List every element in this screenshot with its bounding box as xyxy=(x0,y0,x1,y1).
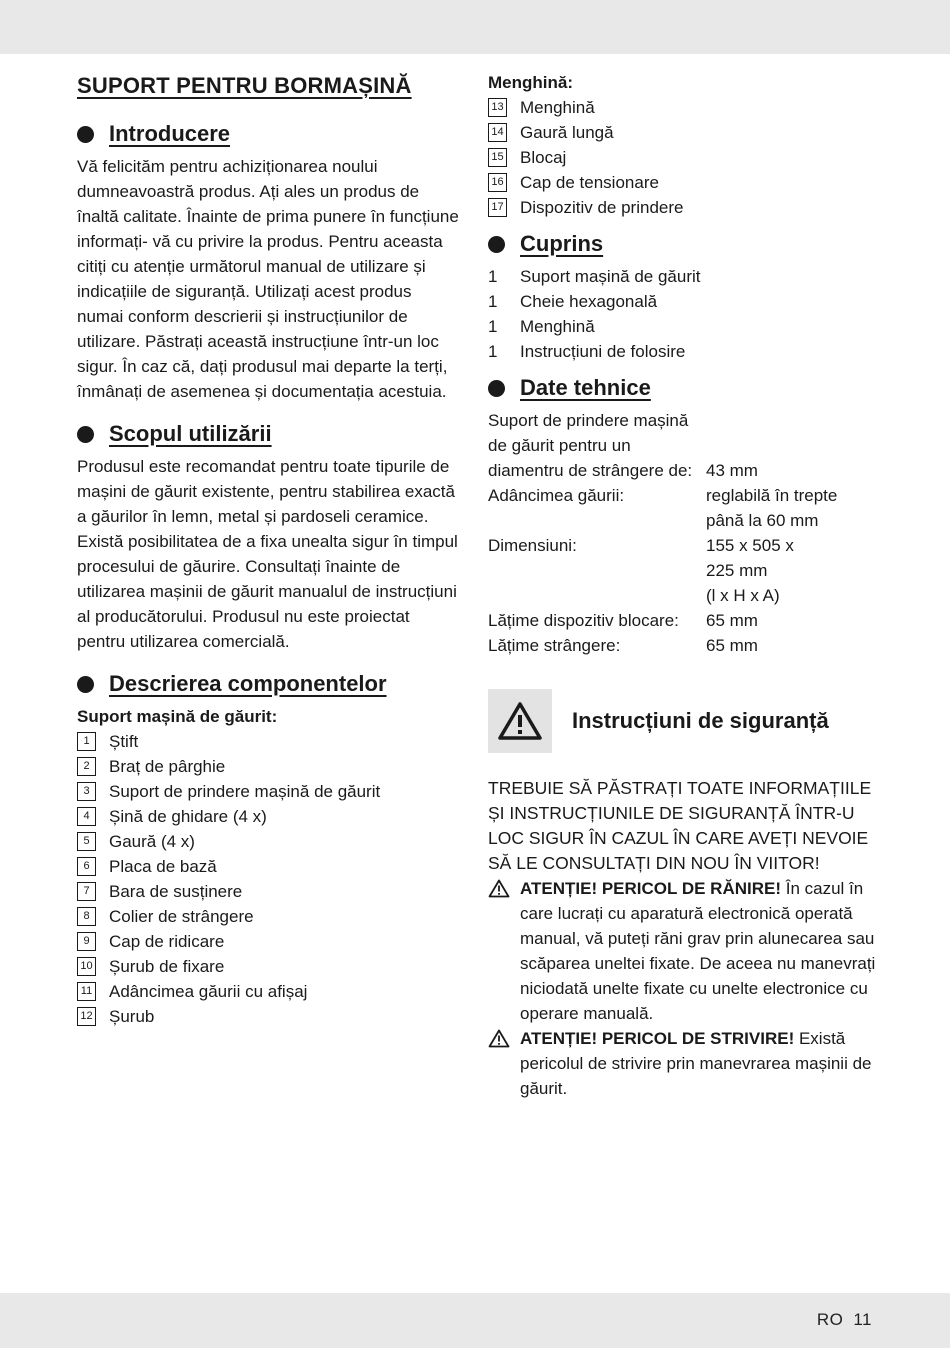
spec-label: Adâncimea găurii: xyxy=(488,486,625,505)
page-title: SUPORT PENTRU BORMAȘINĂ xyxy=(77,73,412,98)
component-number: 12 xyxy=(77,1007,96,1026)
component-item xyxy=(488,120,883,145)
component-number: 2 xyxy=(77,757,96,776)
purpose-text: Produsul este recomandat pentru toate tipurile de mașini de găurit existente, pentru stabilirea exactă a găurilor în lemn, metal și pardoseli ceramice. Există posibilitatea de a fixa unealta sigur în timpul procesului de găurire. Consultați înainte de utilizarea mașinii de găurit manualul de instrucțiuni al producătorului. Produsul nu este proiectat pentru utilizarea comercială. xyxy=(77,457,458,651)
bullet-icon xyxy=(77,126,94,143)
component-label: Menghină xyxy=(520,98,595,117)
warning-small-icon xyxy=(488,1026,520,1101)
component-label: Cap de tensionare xyxy=(520,173,659,192)
component-label: Bara de susținere xyxy=(109,882,243,901)
component-list xyxy=(77,729,462,1029)
component-number: 7 xyxy=(77,882,96,901)
component-item xyxy=(488,95,883,120)
left-column xyxy=(77,70,462,1029)
bullet-icon xyxy=(77,676,94,693)
component-number: 11 xyxy=(77,982,96,1001)
component-group-title: Suport mașină de găurit: xyxy=(77,707,278,726)
component-item xyxy=(77,1004,462,1029)
component-item xyxy=(77,779,462,804)
bullet-icon xyxy=(488,380,505,397)
component-label: Braț de pârghie xyxy=(109,757,226,776)
spec-value: 155 x 505 x 225 mm (l x H x A) xyxy=(706,536,794,605)
intro-text: Vă felicităm pentru achiziționarea noului dumneavoastră produs. Ați ales un produs de înaltă calitate. Înainte de prima punere în funcțiune informați- vă cu privire la produs. Pentru aceasta citiți cu atenție următorul manual de utilizare și indicațiile de siguranță. Utilizați acest produs numai conform descrierii și instrucțiunilor de utilizare. Păstrați această instrucțiune într-un loc sigur. În caz că, dați produsul mai departe la terți, înmânați de asemenea și documentația acestuia. xyxy=(77,157,459,401)
header-bar xyxy=(0,0,950,54)
component-number: 13 xyxy=(488,98,507,117)
warning-body: Există pericolul de strivire prin manevrarea mașinii de găurit. xyxy=(520,1029,872,1098)
spec-value: 65 mm xyxy=(706,611,758,630)
right-column xyxy=(488,70,883,1101)
contents-label: Cheie hexagonală xyxy=(520,292,658,311)
component-item xyxy=(77,929,462,954)
component-item xyxy=(77,829,462,854)
component-label: Gaură (4 x) xyxy=(109,832,195,851)
component-group-title: Menghină: xyxy=(488,73,573,92)
warning-text xyxy=(520,1026,883,1101)
component-item xyxy=(77,854,462,879)
spec-value: 43 mm xyxy=(706,461,758,480)
component-item xyxy=(77,729,462,754)
component-item xyxy=(77,804,462,829)
page-number: RO 11 xyxy=(816,1310,872,1329)
spec-label: Lățime strângere: xyxy=(488,636,621,655)
component-label: Blocaj xyxy=(520,148,567,167)
tech-table xyxy=(488,408,883,658)
contents-qty: 1 xyxy=(488,342,498,361)
purpose-heading: Scopul utilizării xyxy=(77,416,462,452)
component-label: Cap de ridicare xyxy=(109,932,225,951)
component-label: Șină de ghidare (4 x) xyxy=(109,807,267,826)
warning-body: În cazul în care lucrați cu aparatură electronică operată manual, vă puteți răni grav prin alunecarea sau scăparea uneltei fixate. De aceea nu manevrați niciodată unelte fixate cu unelte electronice cu operare manuală. xyxy=(520,879,876,1023)
component-number: 16 xyxy=(488,173,507,192)
contents-label: Instrucțiuni de folosire xyxy=(520,342,686,361)
component-label: Suport de prindere mașină de găurit xyxy=(109,782,381,801)
component-number: 8 xyxy=(77,907,96,926)
tech-heading: Date tehnice xyxy=(488,370,883,406)
contents-label: Suport mașină de găurit xyxy=(520,267,701,286)
component-number: 17 xyxy=(488,198,507,217)
contents-qty: 1 xyxy=(488,317,498,336)
contents-qty: 1 xyxy=(488,267,498,286)
spec-value: 65 mm xyxy=(706,636,758,655)
contents-item xyxy=(488,289,883,314)
safety-caps-text: TREBUIE SĂ PĂSTRAȚI TOATE INFORMAȚIILE ȘI INSTRUCȚIUNILE DE SIGURANȚĂ ÎNTR-U LOC SIGUR ÎN CAZUL ÎN CARE AVEȚI NEVOIE SĂ LE CONSULTAȚI DIN NOU ÎN VIITOR! xyxy=(488,778,872,873)
component-number: 1 xyxy=(77,732,96,751)
spec-label: Lățime dispozitiv blocare: xyxy=(488,611,679,630)
spec-value: reglabilă în trepte până la 60 mm xyxy=(706,486,838,530)
component-list xyxy=(488,95,883,220)
intro-heading: Introducere xyxy=(77,116,462,152)
contents-item xyxy=(488,314,883,339)
warning-label: ATENȚIE! PERICOL DE RĂNIRE! xyxy=(520,879,781,898)
contents-item xyxy=(488,264,883,289)
component-label: Gaură lungă xyxy=(520,123,614,142)
component-label: Placa de bază xyxy=(109,857,217,876)
contents-qty: 1 xyxy=(488,292,498,311)
warning-text xyxy=(520,876,883,1026)
component-number: 5 xyxy=(77,832,96,851)
component-item xyxy=(77,904,462,929)
component-number: 14 xyxy=(488,123,507,142)
component-number: 9 xyxy=(77,932,96,951)
safety-title: Instrucțiuni de siguranță xyxy=(572,708,829,733)
spec-label: Dimensiuni: xyxy=(488,536,577,555)
component-number: 15 xyxy=(488,148,507,167)
component-number: 10 xyxy=(77,957,96,976)
component-number: 4 xyxy=(77,807,96,826)
contents-list xyxy=(488,264,883,364)
warning-small-icon xyxy=(488,876,520,1026)
warning-label: ATENȚIE! PERICOL DE STRIVIRE! xyxy=(520,1029,795,1048)
component-item xyxy=(77,879,462,904)
spec-label: Suport de prindere mașină de găurit pentru un diamentru de strângere de: xyxy=(488,411,693,480)
components-heading: Descrierea componentelor xyxy=(77,666,462,702)
component-number: 3 xyxy=(77,782,96,801)
contents-label: Menghină xyxy=(520,317,595,336)
warning-list xyxy=(488,876,883,1101)
bullet-icon xyxy=(488,236,505,253)
component-label: Șurub xyxy=(109,1007,155,1026)
component-item xyxy=(488,170,883,195)
component-label: Adâncimea găurii cu afișaj xyxy=(109,982,308,1001)
component-number: 6 xyxy=(77,857,96,876)
contents-item xyxy=(488,339,883,364)
component-item xyxy=(488,195,883,220)
component-label: Colier de strângere xyxy=(109,907,254,926)
bullet-icon xyxy=(77,426,94,443)
component-label: Știft xyxy=(109,732,139,751)
footer-bar xyxy=(0,1293,950,1348)
component-label: Șurub de fixare xyxy=(109,957,225,976)
component-label: Dispozitiv de prindere xyxy=(520,198,684,217)
contents-heading: Cuprins xyxy=(488,226,883,262)
component-item xyxy=(77,754,462,779)
component-item xyxy=(77,979,462,1004)
warning-item xyxy=(488,876,883,1026)
component-item xyxy=(77,954,462,979)
safety-header xyxy=(488,688,883,754)
warning-item xyxy=(488,1026,883,1101)
component-item xyxy=(488,145,883,170)
warning-triangle-icon xyxy=(488,689,552,753)
